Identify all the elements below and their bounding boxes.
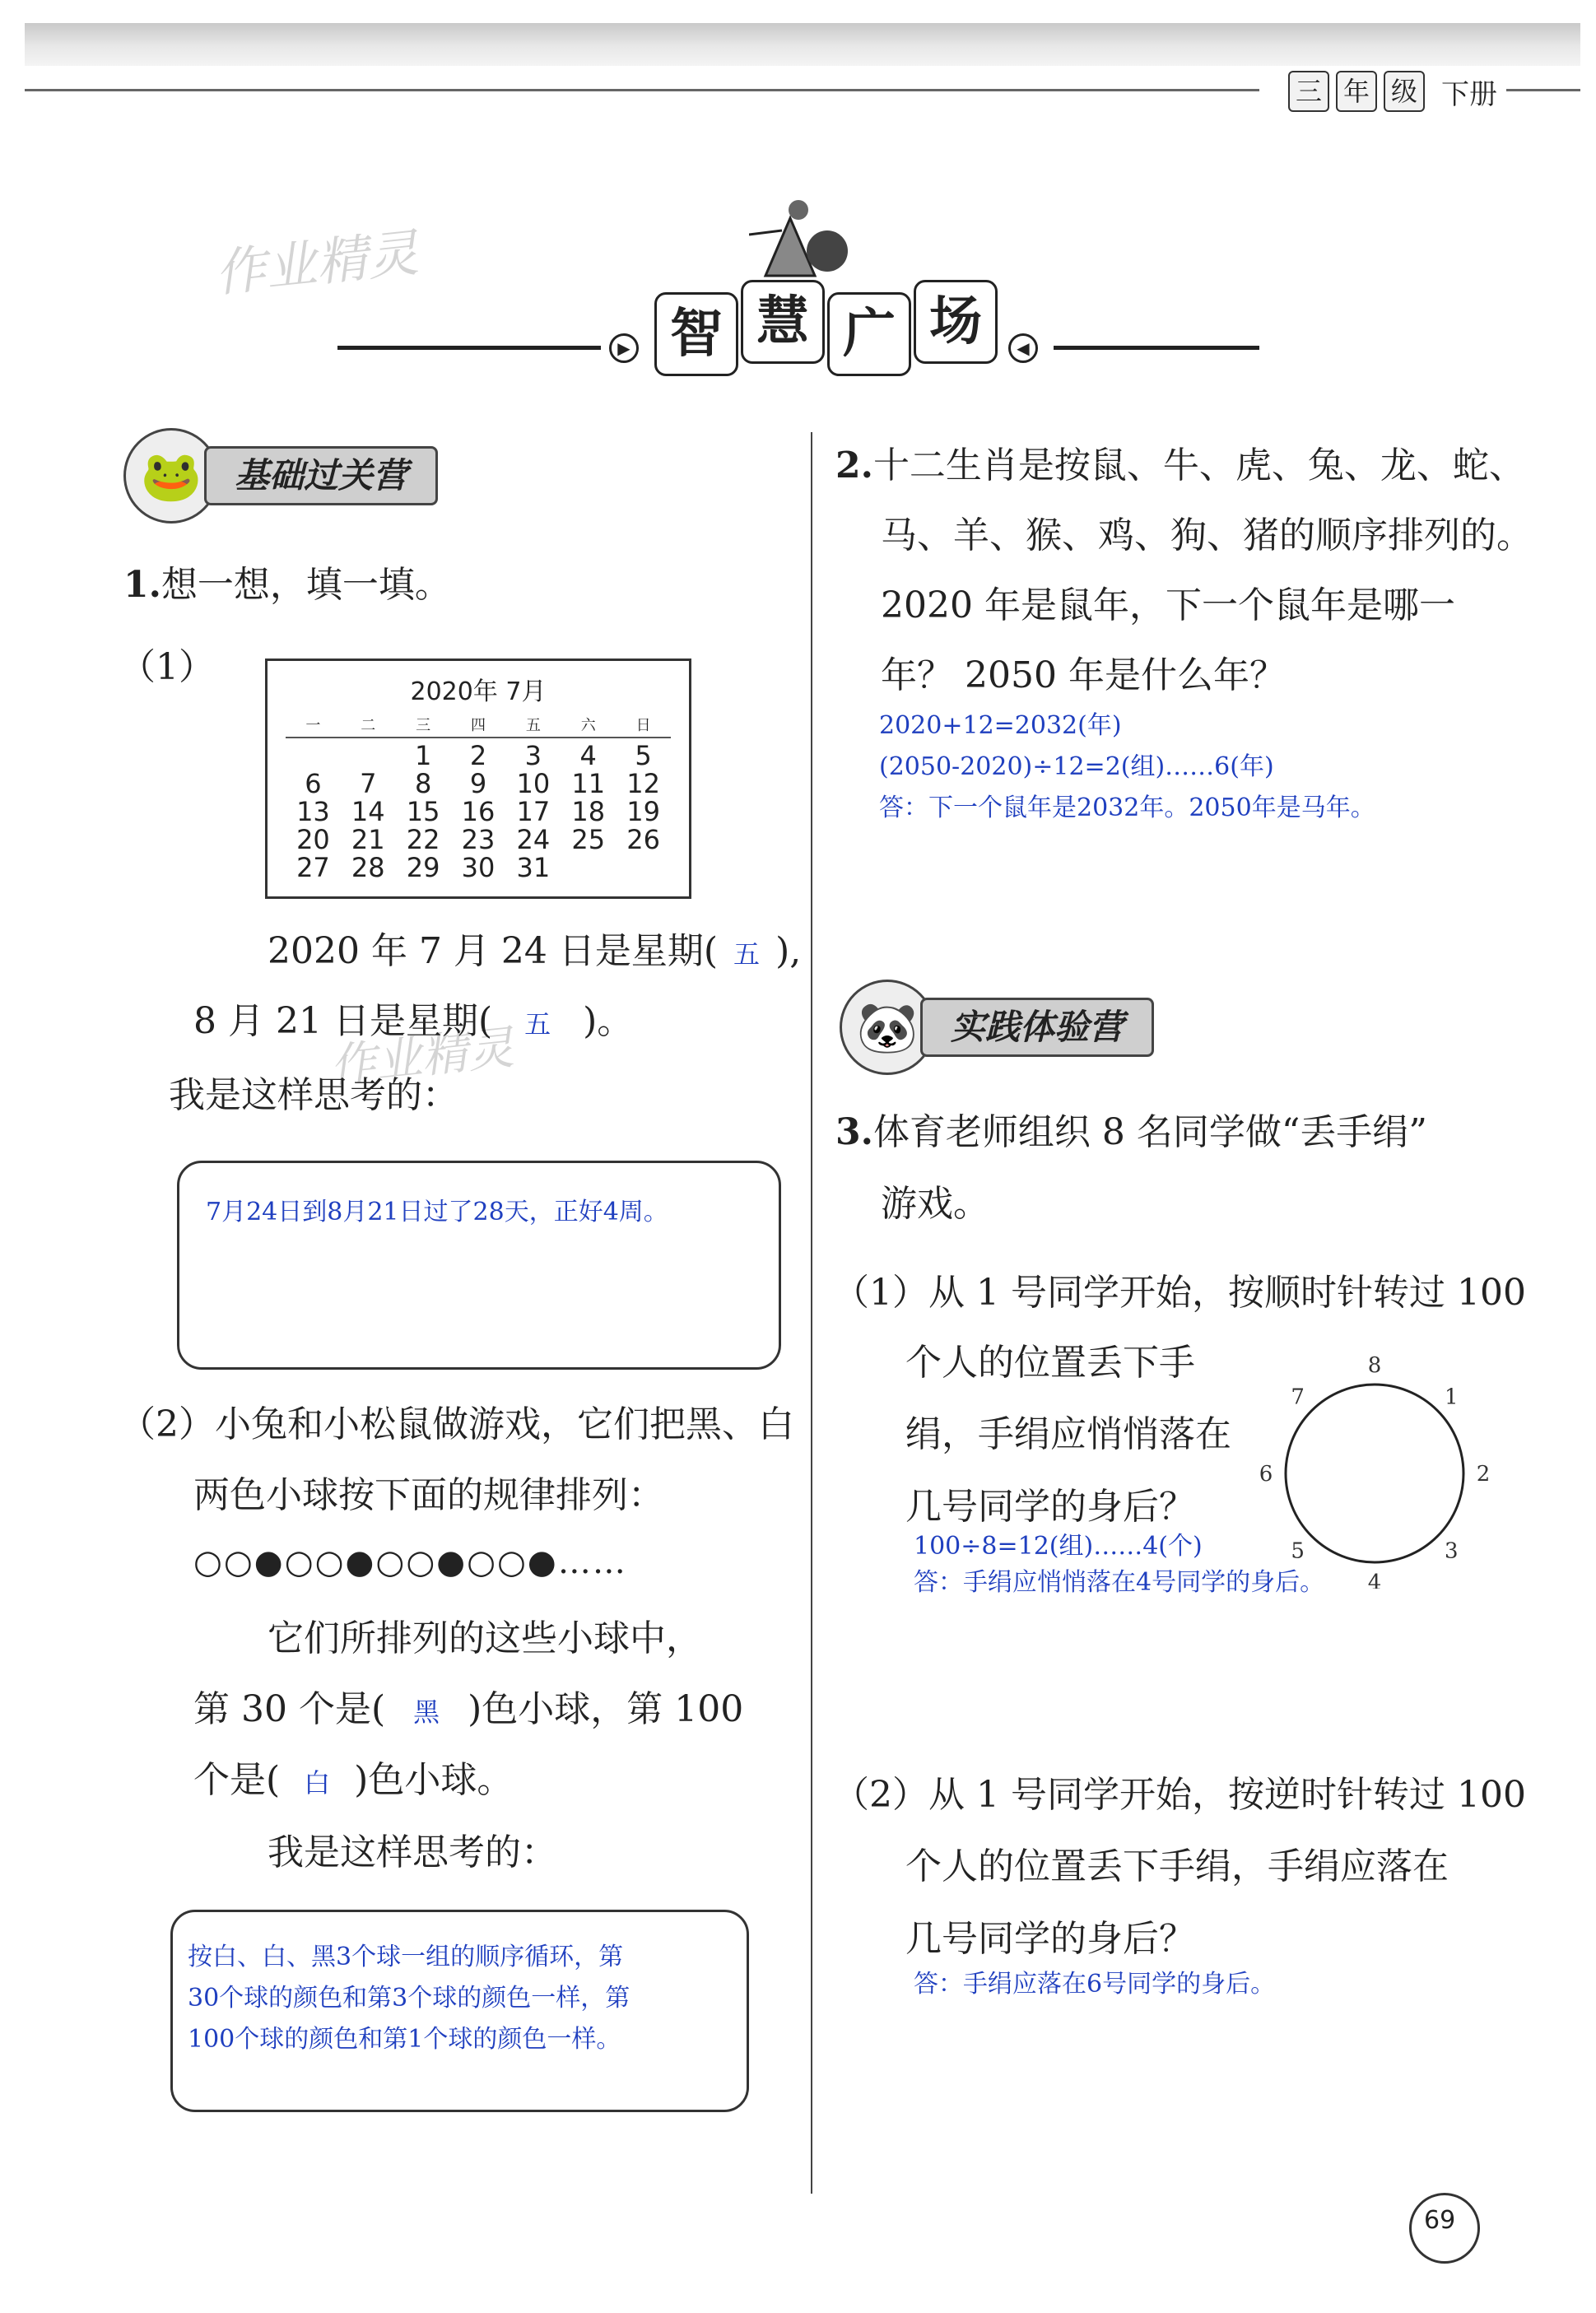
- section-badge-basic: [123, 428, 438, 524]
- text: 2020 年是鼠年，下一个鼠年是哪一: [881, 584, 1455, 626]
- text: )色小球，第 100: [468, 1688, 744, 1730]
- sub-label: （1）: [119, 646, 215, 688]
- calendar-day: 25: [571, 824, 606, 855]
- calendar-day: 22: [406, 824, 440, 855]
- calendar-weekday: 五: [525, 717, 541, 734]
- calendar-day: 1: [414, 740, 432, 771]
- question-number: 1.: [123, 564, 161, 606]
- student-number: 3: [1445, 1538, 1459, 1564]
- calendar-day: [561, 854, 616, 882]
- calendar-day: 8: [414, 768, 432, 799]
- student-number: 1: [1445, 1385, 1459, 1410]
- calendar-title: 2020年 7月: [410, 677, 547, 706]
- header-band: [25, 23, 1580, 66]
- calendar-day: 9: [469, 768, 487, 799]
- fill-line: [193, 1755, 513, 1806]
- calendar-day: 29: [406, 852, 440, 883]
- text: 年？ 2050 年是什么年？: [881, 654, 1286, 696]
- answer: 白: [304, 1767, 331, 1799]
- calendar-day: 5: [635, 740, 652, 771]
- text: 2020 年 7 月 24 日是星期(: [268, 930, 719, 972]
- calendar-day: 7: [360, 768, 377, 799]
- question-2: [835, 440, 1525, 491]
- calendar-day: 18: [571, 796, 606, 827]
- calendar-weekdays: [286, 714, 671, 738]
- calendar-day: 28: [351, 852, 385, 883]
- section-badge-practice: [840, 980, 1154, 1075]
- question-text: 想一想，填一填。: [161, 564, 451, 606]
- question-number: 2.: [835, 444, 873, 486]
- calendar-day: 23: [461, 824, 496, 855]
- decoration-illustration: [749, 193, 856, 284]
- answer-line: 按白、白、黑3个球一组的顺序循环，第: [188, 1943, 624, 1971]
- grade-char: 级: [1384, 71, 1425, 112]
- text: ),: [775, 930, 802, 972]
- calendar-day: 19: [626, 796, 660, 827]
- sub-question-2: [119, 1399, 794, 1450]
- text: 绢，手绢应悄悄落在: [905, 1413, 1231, 1455]
- calendar-day: 21: [351, 824, 385, 855]
- calendar-day: 15: [406, 796, 440, 827]
- calendar-day: 27: [296, 852, 330, 883]
- calendar-day: [286, 742, 341, 770]
- calendar-day: 26: [626, 824, 660, 855]
- student-number: 4: [1367, 1571, 1382, 1589]
- sub-label: （2）: [119, 1403, 215, 1445]
- calendar-day: 10: [516, 768, 551, 799]
- panda-icon: 🐼: [840, 980, 935, 1075]
- answer-text: 答：手绢应落在6号同学的身后。: [914, 1970, 1276, 1999]
- watermark: 作业精灵: [212, 222, 421, 304]
- student-number: 6: [1259, 1462, 1273, 1487]
- student-number: 2: [1476, 1462, 1491, 1487]
- calendar-day: 24: [516, 824, 551, 855]
- ball-sequence: ○○●○○●○○●○○●……: [193, 1543, 627, 1581]
- calendar-day: 11: [571, 768, 606, 799]
- calendar-day: 2: [469, 740, 487, 771]
- answer-line: 答：下一个鼠年是2032年。2050年是马年。: [879, 793, 1375, 822]
- page-number: 69: [1424, 2206, 1456, 2235]
- question-1: [123, 560, 451, 611]
- answer-text: [914, 1529, 1324, 1601]
- text: )。: [583, 1000, 634, 1042]
- arrow-left-icon: ◀: [1008, 333, 1038, 363]
- student-number: 8: [1367, 1353, 1382, 1378]
- calendar-day: 14: [351, 796, 385, 827]
- column-divider: [811, 432, 812, 2194]
- calendar-day: 20: [296, 824, 330, 855]
- question-3: [835, 1107, 1427, 1158]
- calendar-weekday: 六: [580, 717, 596, 734]
- header-rule-right: [1506, 89, 1580, 91]
- title-rule-left: [337, 346, 601, 350]
- text: 8 月 21 日是星期(: [193, 1000, 493, 1042]
- badge-label: 实践体验营: [920, 998, 1154, 1057]
- sub-label: （2）: [833, 1774, 928, 1816]
- calendar-day: 30: [461, 852, 496, 883]
- calendar-weekday: 三: [416, 717, 431, 734]
- text: 十二生肖是按鼠、牛、虎、兔、龙、蛇、: [872, 444, 1525, 486]
- badge-label: 基础过关营: [204, 446, 438, 505]
- calendar-day: [616, 854, 671, 882]
- calendar-day: [341, 742, 396, 770]
- text: 小兔和小松鼠做游戏，它们把黑、白: [215, 1403, 794, 1445]
- answer-text: [188, 1937, 747, 2060]
- answer: 五: [524, 1008, 551, 1040]
- grade-label: [1288, 71, 1497, 112]
- text: 几号同学的身后？: [905, 1918, 1195, 1960]
- answer-line: 100÷8=12(组)……4(个): [914, 1532, 1203, 1561]
- calendar-day: 13: [296, 796, 330, 827]
- title-char: 慧: [741, 280, 825, 364]
- answer-text: 7月24日到8月21日过了28天，正好4周。: [206, 1198, 668, 1226]
- fill-line: [193, 996, 633, 1047]
- text: 从 1 号同学开始，按顺时针转过 100: [928, 1272, 1526, 1314]
- answer-line: 答：手绢应悄悄落在4号同学的身后。: [914, 1568, 1325, 1597]
- title-char: 场: [914, 280, 998, 364]
- calendar-day: 4: [579, 740, 597, 771]
- answer: 黑: [413, 1696, 440, 1728]
- think-label: 我是这样思考的：: [169, 1074, 458, 1116]
- term-label: 下册: [1441, 77, 1497, 111]
- arrow-right-icon: ▶: [609, 333, 639, 363]
- text: 它们所排列的这些小球中，: [268, 1617, 702, 1659]
- fill-line: [268, 926, 801, 977]
- text: 个是(: [193, 1759, 281, 1801]
- grade-char: 三: [1288, 71, 1329, 112]
- text: 游戏。: [881, 1183, 989, 1225]
- calendar-day: 17: [516, 796, 551, 827]
- student-number: 7: [1291, 1385, 1305, 1410]
- calendar-day: 16: [461, 796, 496, 827]
- answer-line: 30个球的颜色和第3个球的颜色一样，第: [188, 1984, 630, 2013]
- answer-line: 100个球的颜色和第1个球的颜色一样。: [188, 2025, 621, 2054]
- text: 两色小球按下面的规律排列：: [193, 1474, 664, 1516]
- calendar-weekday: 日: [635, 717, 651, 734]
- calendar-day: 6: [305, 768, 322, 799]
- text: 几号同学的身后？: [905, 1486, 1195, 1528]
- title-char: 广: [827, 292, 911, 376]
- calendar-day: 3: [524, 740, 542, 771]
- answer-text: [879, 705, 1375, 829]
- student-number: 5: [1291, 1538, 1305, 1564]
- text: 马、羊、猴、鸡、狗、猪的顺序排列的。: [881, 514, 1533, 556]
- fill-line: [193, 1684, 743, 1735]
- calendar-weekday: 四: [470, 717, 486, 734]
- text: 个人的位置丢下手: [905, 1342, 1195, 1384]
- answer-box: [177, 1161, 781, 1370]
- title-char: 智: [654, 292, 738, 376]
- think-label: 我是这样思考的：: [268, 1831, 557, 1873]
- answer: 五: [733, 938, 761, 970]
- frog-icon: 🐸: [123, 428, 219, 524]
- text: 从 1 号同学开始，按逆时针转过 100: [928, 1774, 1526, 1816]
- grade-char: 年: [1336, 71, 1377, 112]
- text: 个人的位置丢下手绢，手绢应落在: [905, 1845, 1449, 1887]
- sub-label: （1）: [833, 1272, 928, 1314]
- calendar-day: 31: [516, 852, 551, 883]
- calendar-weekday: 一: [305, 717, 321, 734]
- sub-question-3-1: [833, 1268, 1526, 1319]
- answer-line: (2050-2020)÷12=2(组)……6(年): [879, 752, 1274, 781]
- calendar-days: [286, 742, 671, 882]
- sub-question-3-2: [833, 1770, 1526, 1821]
- calendar: [265, 659, 691, 899]
- answer-line: 2020+12=2032(年): [879, 711, 1122, 740]
- text: 体育老师组织 8 名同学做“丢手绢”: [872, 1111, 1427, 1153]
- text: 第 30 个是(: [193, 1688, 386, 1730]
- title-rule-right: [1054, 346, 1259, 350]
- calendar-weekday: 二: [361, 717, 376, 734]
- watermark: 作业精灵: [327, 1021, 517, 1094]
- question-number: 3.: [835, 1111, 873, 1153]
- text: )色小球。: [354, 1759, 514, 1801]
- calendar-day: 12: [626, 768, 660, 799]
- header-rule: [25, 89, 1259, 91]
- answer-box: [170, 1910, 749, 2112]
- section-title: [337, 284, 1259, 383]
